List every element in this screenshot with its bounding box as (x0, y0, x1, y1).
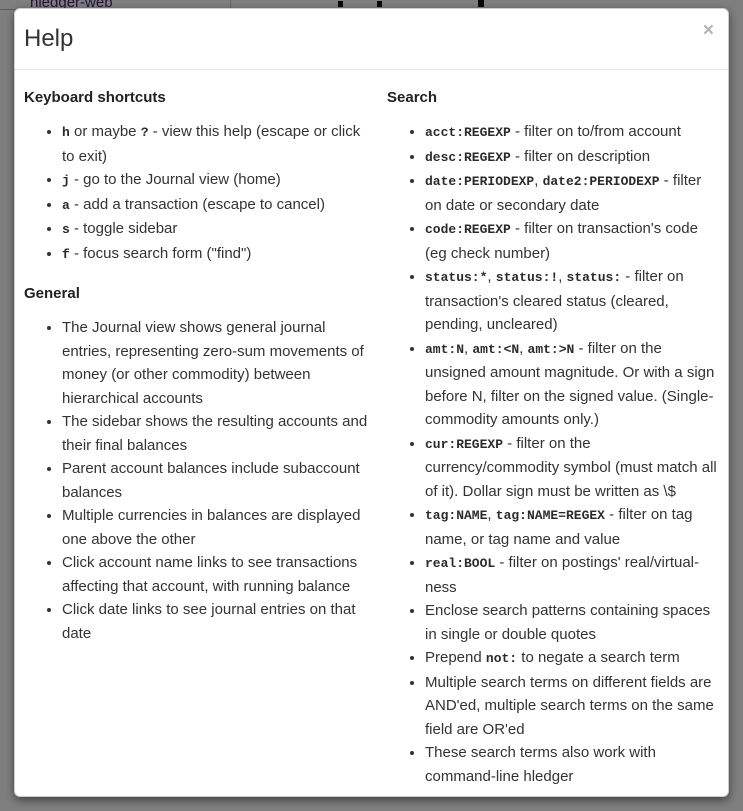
code-term: status:! (495, 270, 559, 285)
code-term: j (62, 173, 70, 188)
help-item: • j - go to the Journal view (home) (62, 168, 373, 193)
code-term: cur:REGEXP (425, 436, 504, 452)
code-term: tag:NAME (425, 508, 488, 523)
help-modal (14, 8, 729, 797)
code-term: a (62, 197, 70, 213)
help-item: • Parent account balances include subaccount balances (62, 457, 373, 504)
code-term: date2:PERIODEXP (542, 174, 660, 189)
help-item: • f - focus search form ("find") (62, 242, 373, 267)
code-term: amt:>N (527, 341, 575, 357)
section-heading: Keyboard shortcuts (24, 89, 166, 106)
help-item: • a - add a transaction (escape to cancel) (62, 193, 373, 218)
code-term: ? (140, 125, 149, 140)
modal-header (15, 9, 728, 70)
code-term: acct:REGEXP (425, 125, 511, 140)
help-item: • Multiple currencies in balances are displayed one above the other (62, 504, 373, 551)
help-list (24, 120, 373, 266)
help-item: • Prepend not: to negate a search term (425, 646, 719, 671)
section-heading: Search (387, 89, 438, 106)
code-term: s (62, 222, 70, 237)
help-item: • Click date links to see journal entries on that date (62, 598, 373, 645)
help-item: • acct:REGEXP - filter on to/from account (425, 120, 719, 145)
code-term: code:REGEXP (425, 222, 511, 237)
help-item: • date:PERIODEXP, date2:PERIODEXP - filter on date or secondary date (425, 169, 719, 217)
help-item: • s - toggle sidebar (62, 217, 373, 242)
code-term: amt:<N (472, 341, 520, 357)
help-item: • real:BOOL - filter on postings' real/virtual-ness (425, 551, 719, 599)
help-list (387, 120, 719, 788)
code-term: not: (485, 651, 518, 666)
close-icon[interactable]: × (702, 20, 714, 41)
code-term: real:BOOL (425, 556, 496, 571)
help-item: • desc:REGEXP - filter on description (425, 145, 719, 170)
help-column-right (387, 70, 719, 797)
help-column-left (24, 70, 373, 797)
help-item: • The sidebar shows the resulting accounts and their final balances (62, 410, 373, 457)
code-term: amt:N (425, 341, 465, 357)
help-item: • tag:NAME, tag:NAME=REGEX - filter on tag name, or tag name and value (425, 503, 719, 551)
modal-title: Help (24, 25, 74, 52)
code-term: status: (566, 270, 622, 285)
modal-body (15, 70, 728, 797)
code-term: h (62, 125, 70, 140)
code-term: tag:NAME=REGEX (495, 508, 605, 523)
help-item: • Enclose search patterns containing spaces in single or double quotes (425, 599, 719, 646)
help-item: • Click account name links to see transactions affecting that account, with running balance (62, 551, 373, 598)
help-item: • h or maybe ? - view this help (escape or click to exit) (62, 120, 373, 168)
help-item: • code:REGEXP - filter on transaction's code (eg check number) (425, 217, 719, 265)
help-item: • status:*, status:!, status: - filter on transaction's cleared status (cleared, pending, uncleared) (425, 265, 719, 337)
code-term: f (62, 246, 70, 262)
help-item: • The Journal view shows general journal entries, representing zero-sum movements of money (or other commodity) between hierarchical accounts (62, 316, 373, 410)
code-term: status:* (425, 270, 488, 285)
help-item: • These search terms also work with command-line hledger (425, 741, 719, 788)
section-heading: General (24, 285, 80, 302)
help-item: • Multiple search terms on different fields are AND'ed, multiple search terms on the same field are OR'ed (425, 671, 719, 742)
help-item: • cur:REGEXP - filter on the currency/commodity symbol (must match all of it). Dollar sign must be written as \$ (425, 432, 719, 504)
code-term: desc:REGEXP (425, 149, 511, 165)
help-item: • amt:N, amt:<N, amt:>N - filter on the unsigned amount magnitude. Or with a sign before N, filter on the signed value. (Single-commodity amounts only.) (425, 337, 719, 432)
help-list (24, 316, 373, 645)
code-term: date:PERIODEXP (425, 174, 535, 189)
